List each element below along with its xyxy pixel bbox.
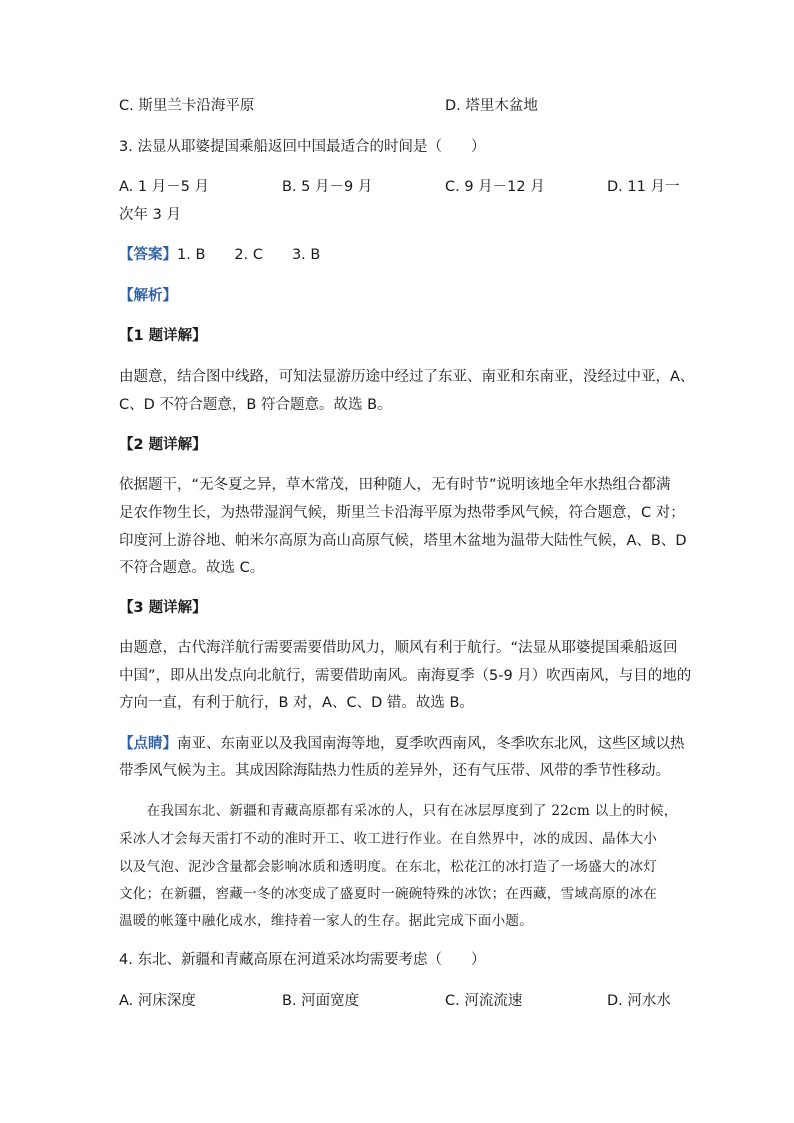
q2-option-c: C. 斯里兰卡沿海平原 [119,98,255,114]
q2-detail-line: 足农作物生长，为热带湿润气候，斯里兰卡沿海平原为热带季风气候，符合题意，C 对； [119,505,685,521]
q4-option-b: B. 河面宽度 [282,993,360,1009]
q4-option-c: C. 河流流速 [445,993,523,1009]
q3-option-c: C. 9 月－12 月 [445,179,545,195]
q2-detail-line: 依据题干，“无冬夏之异，草木常茂，田种随人，无有时节”说明该地全年水热组合都满 [119,477,671,493]
tip-line [119,734,685,754]
q3-detail-line: 由题意，古代海洋航行需要需要借助风力，顺风有利于航行。“法显从耶婆提国乘船返回 [119,640,678,656]
q3-detail-line: 中国”，即从出发点向北航行，需要借助南风。南海夏季（5-9 月）吹西南风，与目的地的 [119,668,692,684]
q3-detail-tag: 【3 题详解】 [119,600,207,616]
material-line: 温暖的帐篷中融化成水，维持着一家人的生存。据此完成下面小题。 [119,913,533,929]
q1-detail-line: 由题意，结合图中线路，可知法显游历途中经过了东亚、南亚和东南亚，没经过中亚，A、 [119,369,695,385]
q3-option-d: D. 11 月一 [607,179,680,195]
analysis-tag [119,286,177,306]
q3-option-a: A. 1 月－5 月 [119,179,210,195]
q3-detail-line: 方向一直，有利于航行，B 对，A、C、D 错。故选 B。 [119,695,474,711]
material-line: 以及气泡、泥沙含量都会影响冰质和透明度。在东北，松花江的冰打造了一场盛大的冰灯 [119,859,658,875]
q1-detail-tag: 【1 题详解】 [119,328,207,344]
analysis-tag-text: 【解析】 [119,288,177,304]
q2-detail-line: 印度河上游谷地、帕米尔高原为高山高原气候，塔里木盆地为温带大陆性气候，A、B、D [119,533,687,549]
q3-option-d-continued: 次年 3 月 [119,207,181,223]
answer-text: 1. B 2. C 3. B [177,247,321,263]
material-line: 采冰人才会每天雷打不动的准时开工、收工进行作业。在自然界中，冰的成因、晶体大小 [119,831,658,847]
material-line: 文化；在新疆，窖藏一冬的冰变成了盛夏时一碗碗特殊的冰饮；在西藏，雪域高原的冰在 [119,886,658,902]
q4-option-d: D. 河水水 [607,993,671,1009]
q3-stem: 3. 法显从耶婆提国乘船返回中国最适合的时间是（ ） [119,139,486,155]
q4-option-a: A. 河床深度 [119,993,196,1009]
material-line: 在我国东北、新疆和青藏高原都有采冰的人，只有在冰层厚度到了 22cm 以上的时候， [119,803,678,819]
answer-tag: 【答案】 [119,247,177,263]
q2-detail-line: 不符合题意。故选 C。 [119,560,265,576]
q2-detail-tag: 【2 题详解】 [119,437,207,453]
tip-text: 南亚、东南亚以及我国南海等地，夏季吹西南风，冬季吹东北风，这些区域以热 [177,736,685,752]
q3-option-b: B. 5 月－9 月 [282,179,373,195]
q2-option-d: D. 塔里木盆地 [445,98,538,114]
q4-stem: 4. 东北、新疆和青藏高原在河道采冰均需要考虑（ ） [119,952,486,968]
q1-detail-line: C、D 不符合题意，B 符合题意。故选 B。 [119,397,392,413]
tip-line-2: 带季风气候为主。其成因除海陆热力性质的差异外，还有气压带、风带的季节性移动。 [119,763,670,779]
tip-tag: 【点睛】 [119,736,177,752]
answer-line [119,245,320,265]
